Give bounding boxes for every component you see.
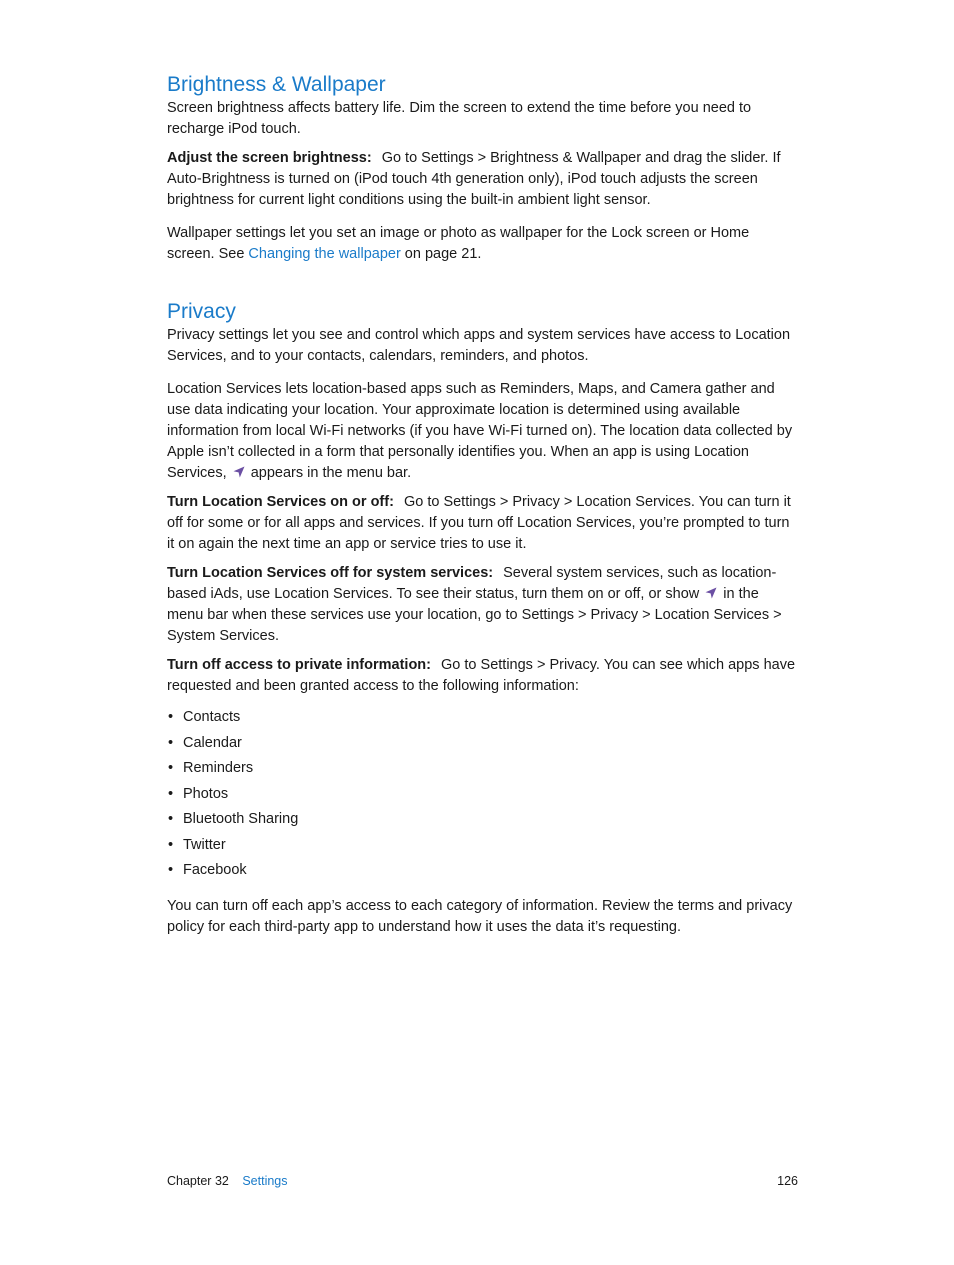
list-item: [167, 756, 799, 782]
bullet: •: [168, 760, 174, 776]
bullet: •: [168, 734, 174, 751]
list-item: [167, 807, 799, 833]
private-info-paragraph: [167, 655, 799, 697]
wallpaper-text-2: on page 21.: [400, 246, 482, 262]
list-item-label: Bluetooth Sharing: [183, 811, 299, 827]
list-item-label: Contacts: [183, 709, 241, 725]
location-text-2: appears in the menu bar.: [246, 465, 412, 481]
private-info-lead: Turn off access to private information:: [167, 657, 431, 673]
list-item: [167, 782, 799, 808]
list-item: [167, 833, 799, 859]
adjust-brightness-text: Go to Settings > Brightness & Wallpaper and drag the slider. If Auto-Brightness is turned on (iPod touch 4th generation only), iPod touch adjusts the screen brightness for current light conditions using the built-in ambient light sensor.: [167, 150, 781, 208]
system-services-text-2: in the menu bar when these services use your location, go to Settings > Privacy > Location Services > System Services.: [167, 586, 782, 644]
page-footer: [167, 1172, 798, 1190]
private-info-list: [167, 705, 799, 884]
system-services-text-1: Several system services, such as location-based iAds, use Location Services. To see their status, turn them on or off, or show: [167, 565, 777, 602]
changing-wallpaper-link[interactable]: Changing the wallpaper: [248, 246, 401, 262]
location-services-paragraph: [167, 379, 799, 484]
footer-page-number: 126: [777, 1174, 798, 1188]
wallpaper-text-1: Wallpaper settings let you set an image or photo as wallpaper for the Lock screen or Home screen. See: [167, 225, 750, 262]
brightness-intro: Screen brightness affects battery life. Dim the screen to extend the time before you need to recharge iPod touch.: [167, 100, 752, 137]
list-item-label: Facebook: [183, 862, 247, 878]
privacy-intro: Privacy settings let you see and control which apps and system services have access to Location Services, and to your contacts, calendars, reminders, and photos.: [167, 327, 791, 364]
list-item: [167, 731, 799, 757]
location-arrow-icon: [233, 466, 245, 478]
list-item-label: Twitter: [183, 836, 226, 853]
footer-chapter: Chapter 32: [167, 1174, 229, 1188]
adjust-brightness-lead: Adjust the screen brightness:: [167, 150, 372, 166]
list-item: [167, 705, 799, 731]
system-services-paragraph: [167, 563, 799, 647]
privacy-heading: Privacy: [167, 300, 236, 323]
bullet: •: [168, 811, 174, 827]
brightness-heading: Brightness & Wallpaper: [167, 73, 386, 96]
location-arrow-icon: [705, 587, 717, 599]
footer-section-link[interactable]: Settings: [242, 1174, 288, 1188]
page-content: [167, 72, 799, 938]
location-text-1: Location Services lets location-based apps such as Reminders, Maps, and Camera gather and use data indicating your location. Your approximate location is determined using available information from local Wi-Fi networks (if you have Wi-Fi turned on). The location data collected by Apple isn’t collected in a form that personally identifies you. When an app is using Location Services,: [167, 381, 793, 481]
list-item: [167, 858, 799, 884]
list-item-label: Calendar: [183, 734, 242, 751]
privacy-closing-paragraph: You can turn off each app’s access to each category of information. Review the terms and privacy policy for each third-party app to understand how it uses the data it’s requesting.: [167, 897, 793, 935]
system-services-lead: Turn Location Services off for system services:: [167, 565, 494, 581]
turn-location-on-off-text: Go to Settings > Privacy > Location Services. You can turn it off for some or for all apps and services. If you turn off Location Services, you’re prompted to turn it on again the next time an app or service tries to use it.: [167, 494, 791, 552]
bullet: •: [168, 709, 174, 725]
list-item-label: Photos: [183, 785, 229, 802]
wallpaper-paragraph: [167, 223, 799, 265]
bullet: •: [168, 862, 174, 878]
private-info-text: Go to Settings > Privacy. You can see which apps have requested and been granted access to the following information:: [167, 657, 796, 694]
adjust-brightness-paragraph: [167, 148, 799, 211]
bullet: •: [168, 836, 174, 853]
turn-location-on-off-paragraph: [167, 492, 799, 555]
list-item-label: Reminders: [183, 760, 254, 776]
turn-location-on-off-lead: Turn Location Services on or off:: [167, 494, 394, 510]
bullet: •: [168, 785, 174, 802]
